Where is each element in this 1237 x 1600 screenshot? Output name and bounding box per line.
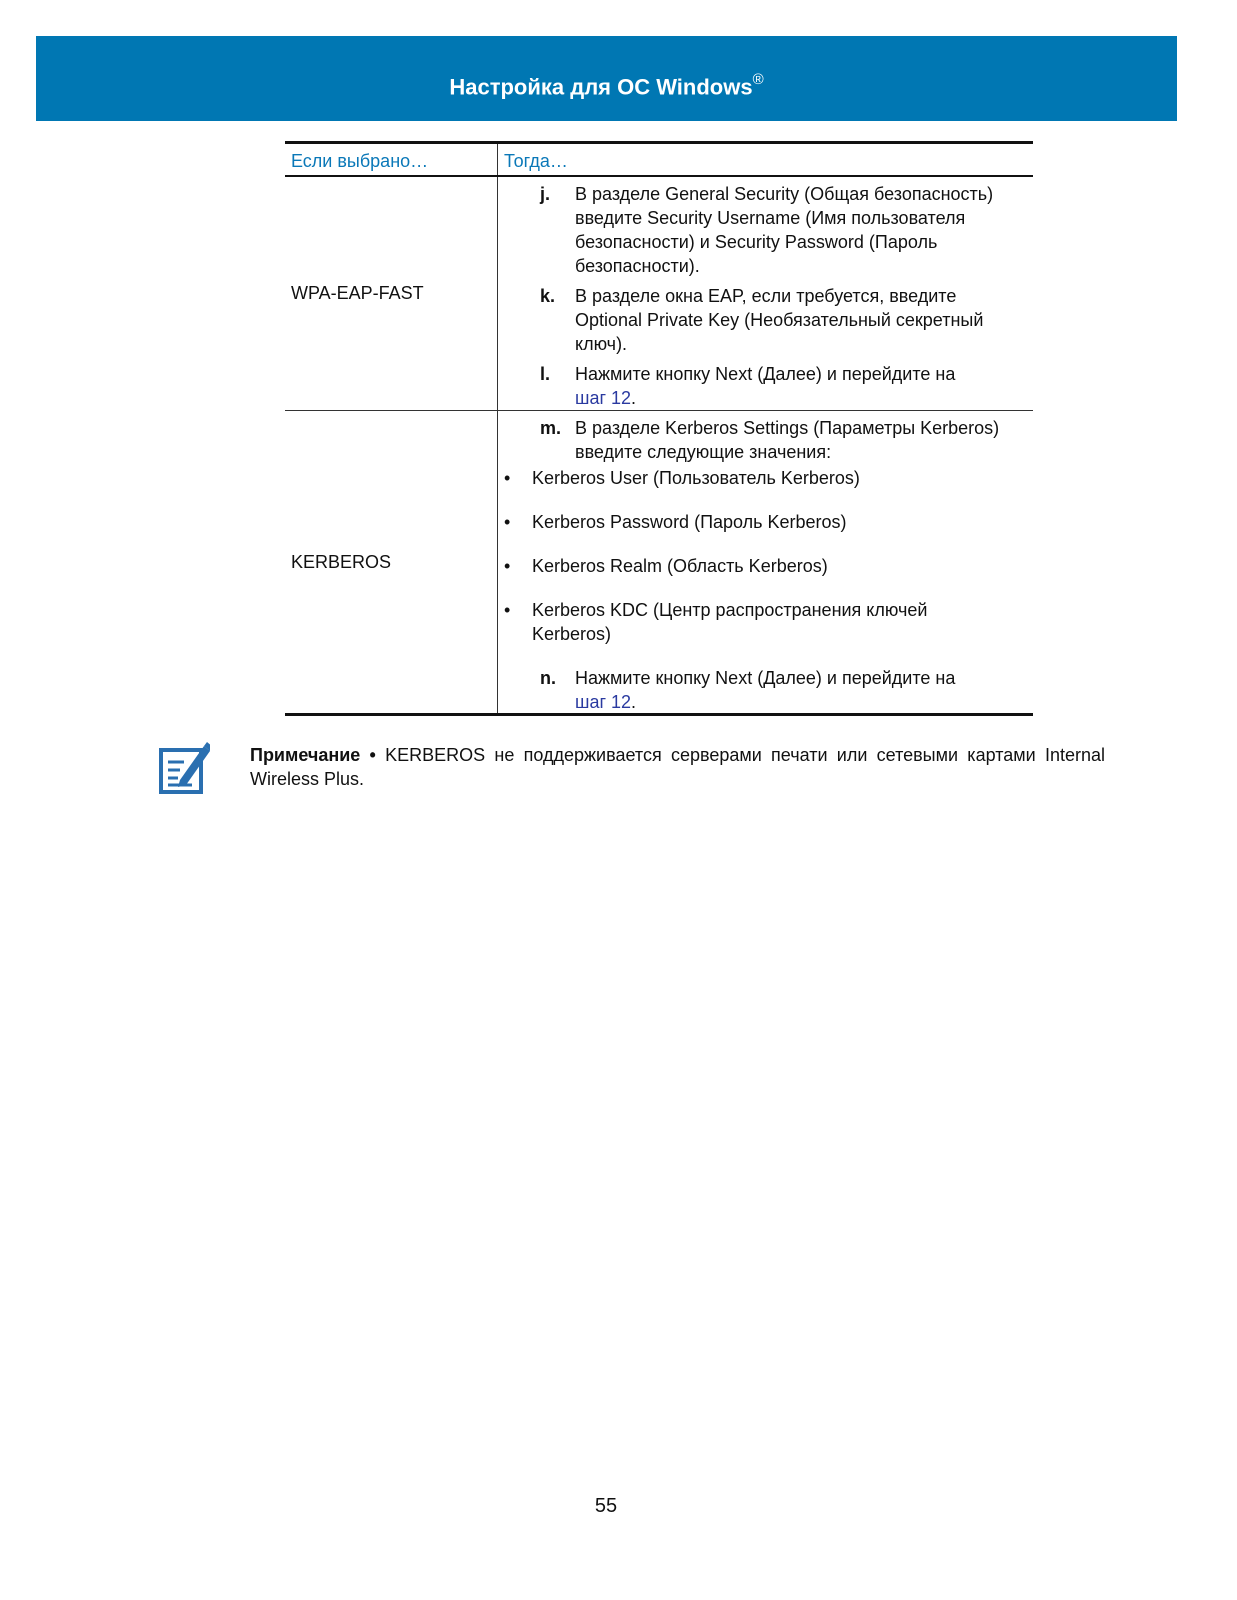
step-k (498, 284, 1033, 356)
step-text-suffix: . (631, 388, 637, 408)
page-title-text: Настройка для ОС Windows (449, 74, 753, 100)
step-12-link[interactable]: шаг 12 (575, 388, 632, 408)
bullet-item (498, 598, 1033, 646)
step-n (498, 666, 1033, 714)
bullet-mark: • (504, 600, 511, 620)
note-text (250, 740, 1105, 796)
option-wpa-eap-fast: WPA-EAP-FAST (291, 283, 424, 303)
step-letter: j. (540, 184, 551, 204)
page-number: 55 (594, 1495, 618, 1517)
bullet-mark: • (504, 556, 511, 576)
step-text-suffix: . (631, 692, 637, 712)
header-banner (36, 36, 1177, 121)
step-text-body: Нажмите кнопку Next (Далее) и перейдите на (575, 364, 956, 384)
table-row (285, 177, 1033, 411)
page-title (449, 70, 764, 100)
option-kerberos: KERBEROS (291, 551, 392, 572)
step-letter: k. (540, 286, 556, 306)
table-header-then: Тогда… (504, 151, 568, 171)
note-body: KERBEROS не поддерживается серверами печати или сетевыми картами Internal Wireless Plus. (250, 745, 1105, 789)
step-j (498, 182, 1033, 278)
option-cell (285, 411, 498, 713)
step-l (498, 362, 1033, 410)
step-letter: n. (540, 668, 556, 688)
registered-mark: ® (752, 70, 764, 88)
note-pencil-icon (158, 740, 210, 796)
bullet-mark: • (504, 512, 511, 532)
bullet-text: Kerberos Password (Пароль Kerberos) (532, 512, 847, 532)
bullet-text: Kerberos Realm (Область Kerberos) (532, 556, 828, 576)
step-12-link[interactable]: шаг 12 (575, 692, 632, 712)
step-text (575, 666, 1023, 714)
step-text-body: Нажмите кнопку Next (Далее) и перейдите на (575, 668, 956, 688)
table-header-if-selected: Если выбрано… (285, 144, 498, 175)
note-label: Примечание • (250, 745, 376, 765)
instructions-cell (498, 177, 1033, 410)
bullet-item (498, 554, 1033, 578)
bullet-mark: • (504, 468, 511, 488)
bullet-item (498, 510, 1033, 534)
bullet-text: Kerberos KDC (Центр распространения ключей Kerberos) (532, 600, 928, 644)
step-m (498, 416, 1033, 464)
instructions-cell (498, 411, 1033, 713)
step-text: В разделе Kerberos Settings (Параметры Kerberos) введите следующие значения: (575, 418, 1000, 462)
table-row (285, 411, 1033, 713)
step-text: В разделе General Security (Общая безопасность) введите Security Username (Имя пользователя безопасности) и Security Password (Пароль безопасности). (575, 184, 994, 276)
bullet-item (498, 466, 1033, 490)
step-letter: m. (540, 418, 562, 438)
options-table (285, 141, 1033, 716)
table-header-row (285, 144, 1033, 177)
note-block (158, 740, 1105, 796)
step-text: В разделе окна EAP, если требуется, введите Optional Private Key (Необязательный секретный ключ). (575, 286, 984, 354)
step-text (575, 362, 1023, 410)
bullet-text: Kerberos User (Пользователь Kerberos) (532, 468, 860, 488)
option-cell (285, 177, 498, 410)
step-letter: l. (540, 364, 551, 384)
